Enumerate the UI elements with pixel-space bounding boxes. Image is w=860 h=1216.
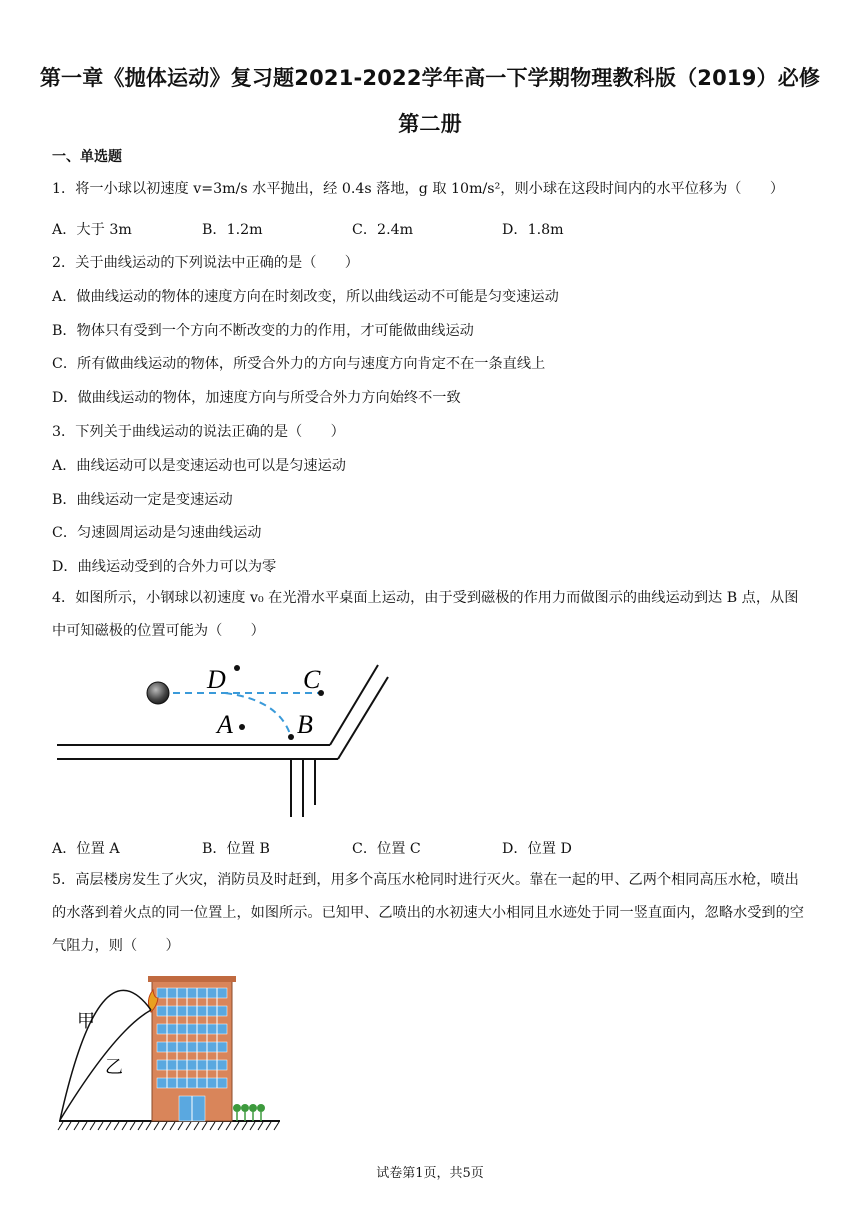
- label-yi: 乙: [105, 1057, 123, 1078]
- q2-option-c: C．所有做曲线运动的物体，所受合外力的方向与速度方向肯定不在一条直线上: [52, 356, 546, 372]
- q3-option-c: C．匀速圆周运动是匀速曲线运动: [52, 525, 262, 541]
- q4-option-b: B．位置 B: [202, 841, 270, 857]
- trajectory-jia: [60, 990, 151, 1120]
- label-A: A: [217, 710, 233, 739]
- q4-option-a: A．位置 A: [52, 841, 120, 857]
- q4-option-c: C．位置 C: [352, 841, 421, 857]
- label-B: B: [297, 710, 313, 739]
- steel-ball: [147, 682, 169, 704]
- q3-option-d: D．曲线运动受到的合外力可以为零: [52, 559, 277, 575]
- q3-option-b: B．曲线运动一定是变速运动: [52, 492, 233, 508]
- section-heading: 一、单选题: [52, 149, 122, 165]
- q1-option-d: D．1.8m: [502, 222, 564, 238]
- q2-option-b: B．物体只有受到一个方向不断改变的力的作用，才可能做曲线运动: [52, 323, 474, 339]
- label-C: C: [303, 665, 321, 694]
- label-D: D: [207, 665, 226, 694]
- q2-option-a: A．做曲线运动的物体的速度方向在时刻改变，所以曲线运动不可能是匀变速运动: [52, 289, 559, 305]
- question-1-text: 1．将一小球以初速度 v=3m/s 水平抛出，经 0.4s 落地，g 取 10m/s²，则小球在这段时间内的水平位移为（ ）: [52, 181, 785, 197]
- label-jia: 甲: [77, 1011, 95, 1032]
- question-4-text: 4．如图所示，小钢球以初速度 v₀ 在光滑水平桌面上运动，由于受到磁极的作用力而做图示的曲线运动到达 B 点，从图中可知磁极的位置可能为（ ）: [52, 590, 799, 639]
- question-3-text: 3．下列关于曲线运动的说法正确的是（ ）: [52, 424, 345, 440]
- q1-option-c: C．2.4m: [352, 222, 414, 238]
- q4-figure-table-magnet: [55, 655, 395, 820]
- q4-option-d: D．位置 D: [502, 841, 572, 857]
- q1-option-a: A．大于 3m: [52, 222, 132, 238]
- page-title-line1: 第一章《抛体运动》复习题2021-2022学年高一下学期物理教科版（2019）必修: [39, 66, 821, 90]
- question-2-text: 2．关于曲线运动的下列说法中正确的是（ ）: [52, 255, 359, 271]
- q2-option-d: D．做曲线运动的物体，加速度方向与所受合外力方向始终不一致: [52, 390, 461, 406]
- q1-option-b: B．1.2m: [202, 222, 263, 238]
- page-footer: 试卷第1页，共5页: [376, 1166, 484, 1181]
- q3-option-a: A．曲线运动可以是变速运动也可以是匀速运动: [52, 458, 346, 474]
- page-title-line2: 第二册: [398, 112, 462, 136]
- question-5-text: 5．高层楼房发生了火灾，消防员及时赶到，用多个高压水枪同时进行灭火。靠在一起的甲、乙两个相同高压水枪，喷出的水落到着火点的同一位置上，如图所示。已知甲、乙喷出的水初速大小相同且水迹处于同一竖直面内，忽略水受到的空气阻力，则（ ）: [52, 872, 804, 954]
- q5-figure-building-fire: [55, 970, 290, 1135]
